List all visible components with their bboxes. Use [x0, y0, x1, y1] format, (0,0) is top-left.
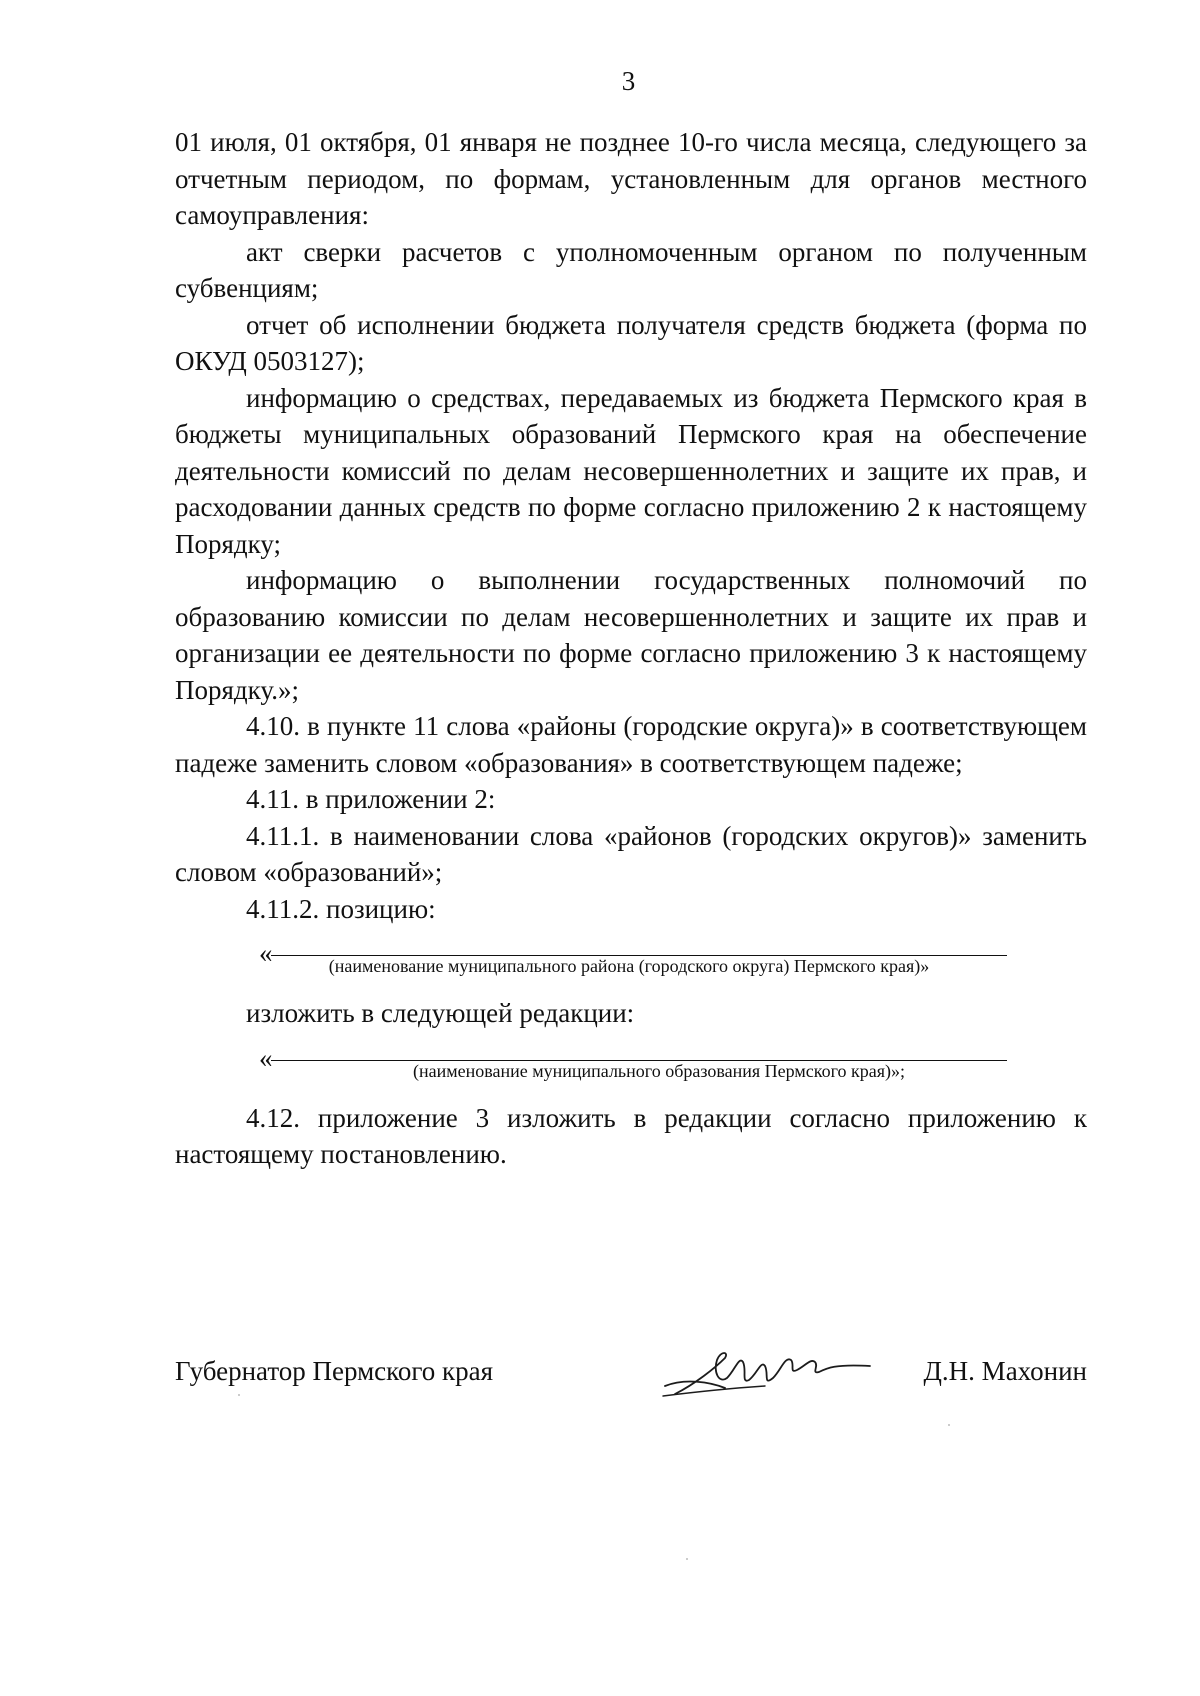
- paragraph-reconciliation-act: акт сверки расчетов с уполномоченным органом по полученным субвенциям;: [175, 236, 1087, 303]
- document-body: [175, 124, 1087, 1173]
- paragraph-item-4-11-2: 4.11.2. позицию:: [246, 893, 436, 924]
- scan-speck: [686, 1558, 688, 1560]
- paragraph-powers-info: информацию о выполнении государственных полномочий по образованию комиссии по делам несовершеннолетних и защите их прав и организации ее деятельности по форме согласно приложению 3 к настоящему Порядку.»;: [175, 565, 1087, 705]
- page-number: 3: [621, 66, 636, 96]
- blank-old-position: [175, 933, 1087, 995]
- scan-speck: [948, 1424, 950, 1426]
- blank-caption-old: (наименование муниципального района (городского округа) Пермского края)»: [328, 956, 930, 976]
- paragraph-budget-report: отчет об исполнении бюджета получателя средств бюджета (форма по ОКУД 0503127);: [175, 309, 1087, 376]
- paragraph-item-4-11: 4.11. в приложении 2:: [246, 784, 496, 814]
- signatory-name: Д.Н. Махонин: [923, 1356, 1087, 1386]
- paragraph-item-4-10: 4.10. в пункте 11 слова «районы (городские округа)» в соответствующем падеже заменить словом «образования» в соответствующем падеже;: [175, 711, 1087, 778]
- signature-block: [175, 1352, 1087, 1412]
- scan-speck: [238, 1394, 240, 1396]
- paragraph-item-4-12: 4.12. приложение 3 изложить в редакции согласно приложению к настоящему постановлению.: [175, 1102, 1087, 1169]
- blank-caption-new: (наименование муниципального образования Пермского края)»;: [412, 1060, 906, 1081]
- signatory-title: Губернатор Пермского края: [175, 1356, 494, 1386]
- paragraph-reporting-dates: 01 июля, 01 октября, 01 января не позднее 10-го числа месяца, следующего за отчетным периодом, по формам, установленным для органов местного самоуправления:: [175, 127, 1087, 230]
- paragraph-new-wording: изложить в следующей редакции:: [246, 998, 635, 1028]
- open-quote: «: [259, 938, 273, 968]
- open-quote: «: [259, 1042, 273, 1073]
- handwritten-signature: [655, 1338, 875, 1408]
- blank-new-position: [175, 1038, 1087, 1100]
- paragraph-funds-info: информацию о средствах, передаваемых из бюджета Пермского края в бюджеты муниципальных образований Пермского края на обеспечение деятельности комиссий по делам несовершеннолетних и защите их прав, и расходовании данных средств по форме согласно приложению 2 к настоящему Порядку;: [175, 382, 1087, 559]
- paragraph-item-4-11-1: 4.11.1. в наименовании слова «районов (городских округов)» заменить словом «образований»;: [175, 820, 1087, 887]
